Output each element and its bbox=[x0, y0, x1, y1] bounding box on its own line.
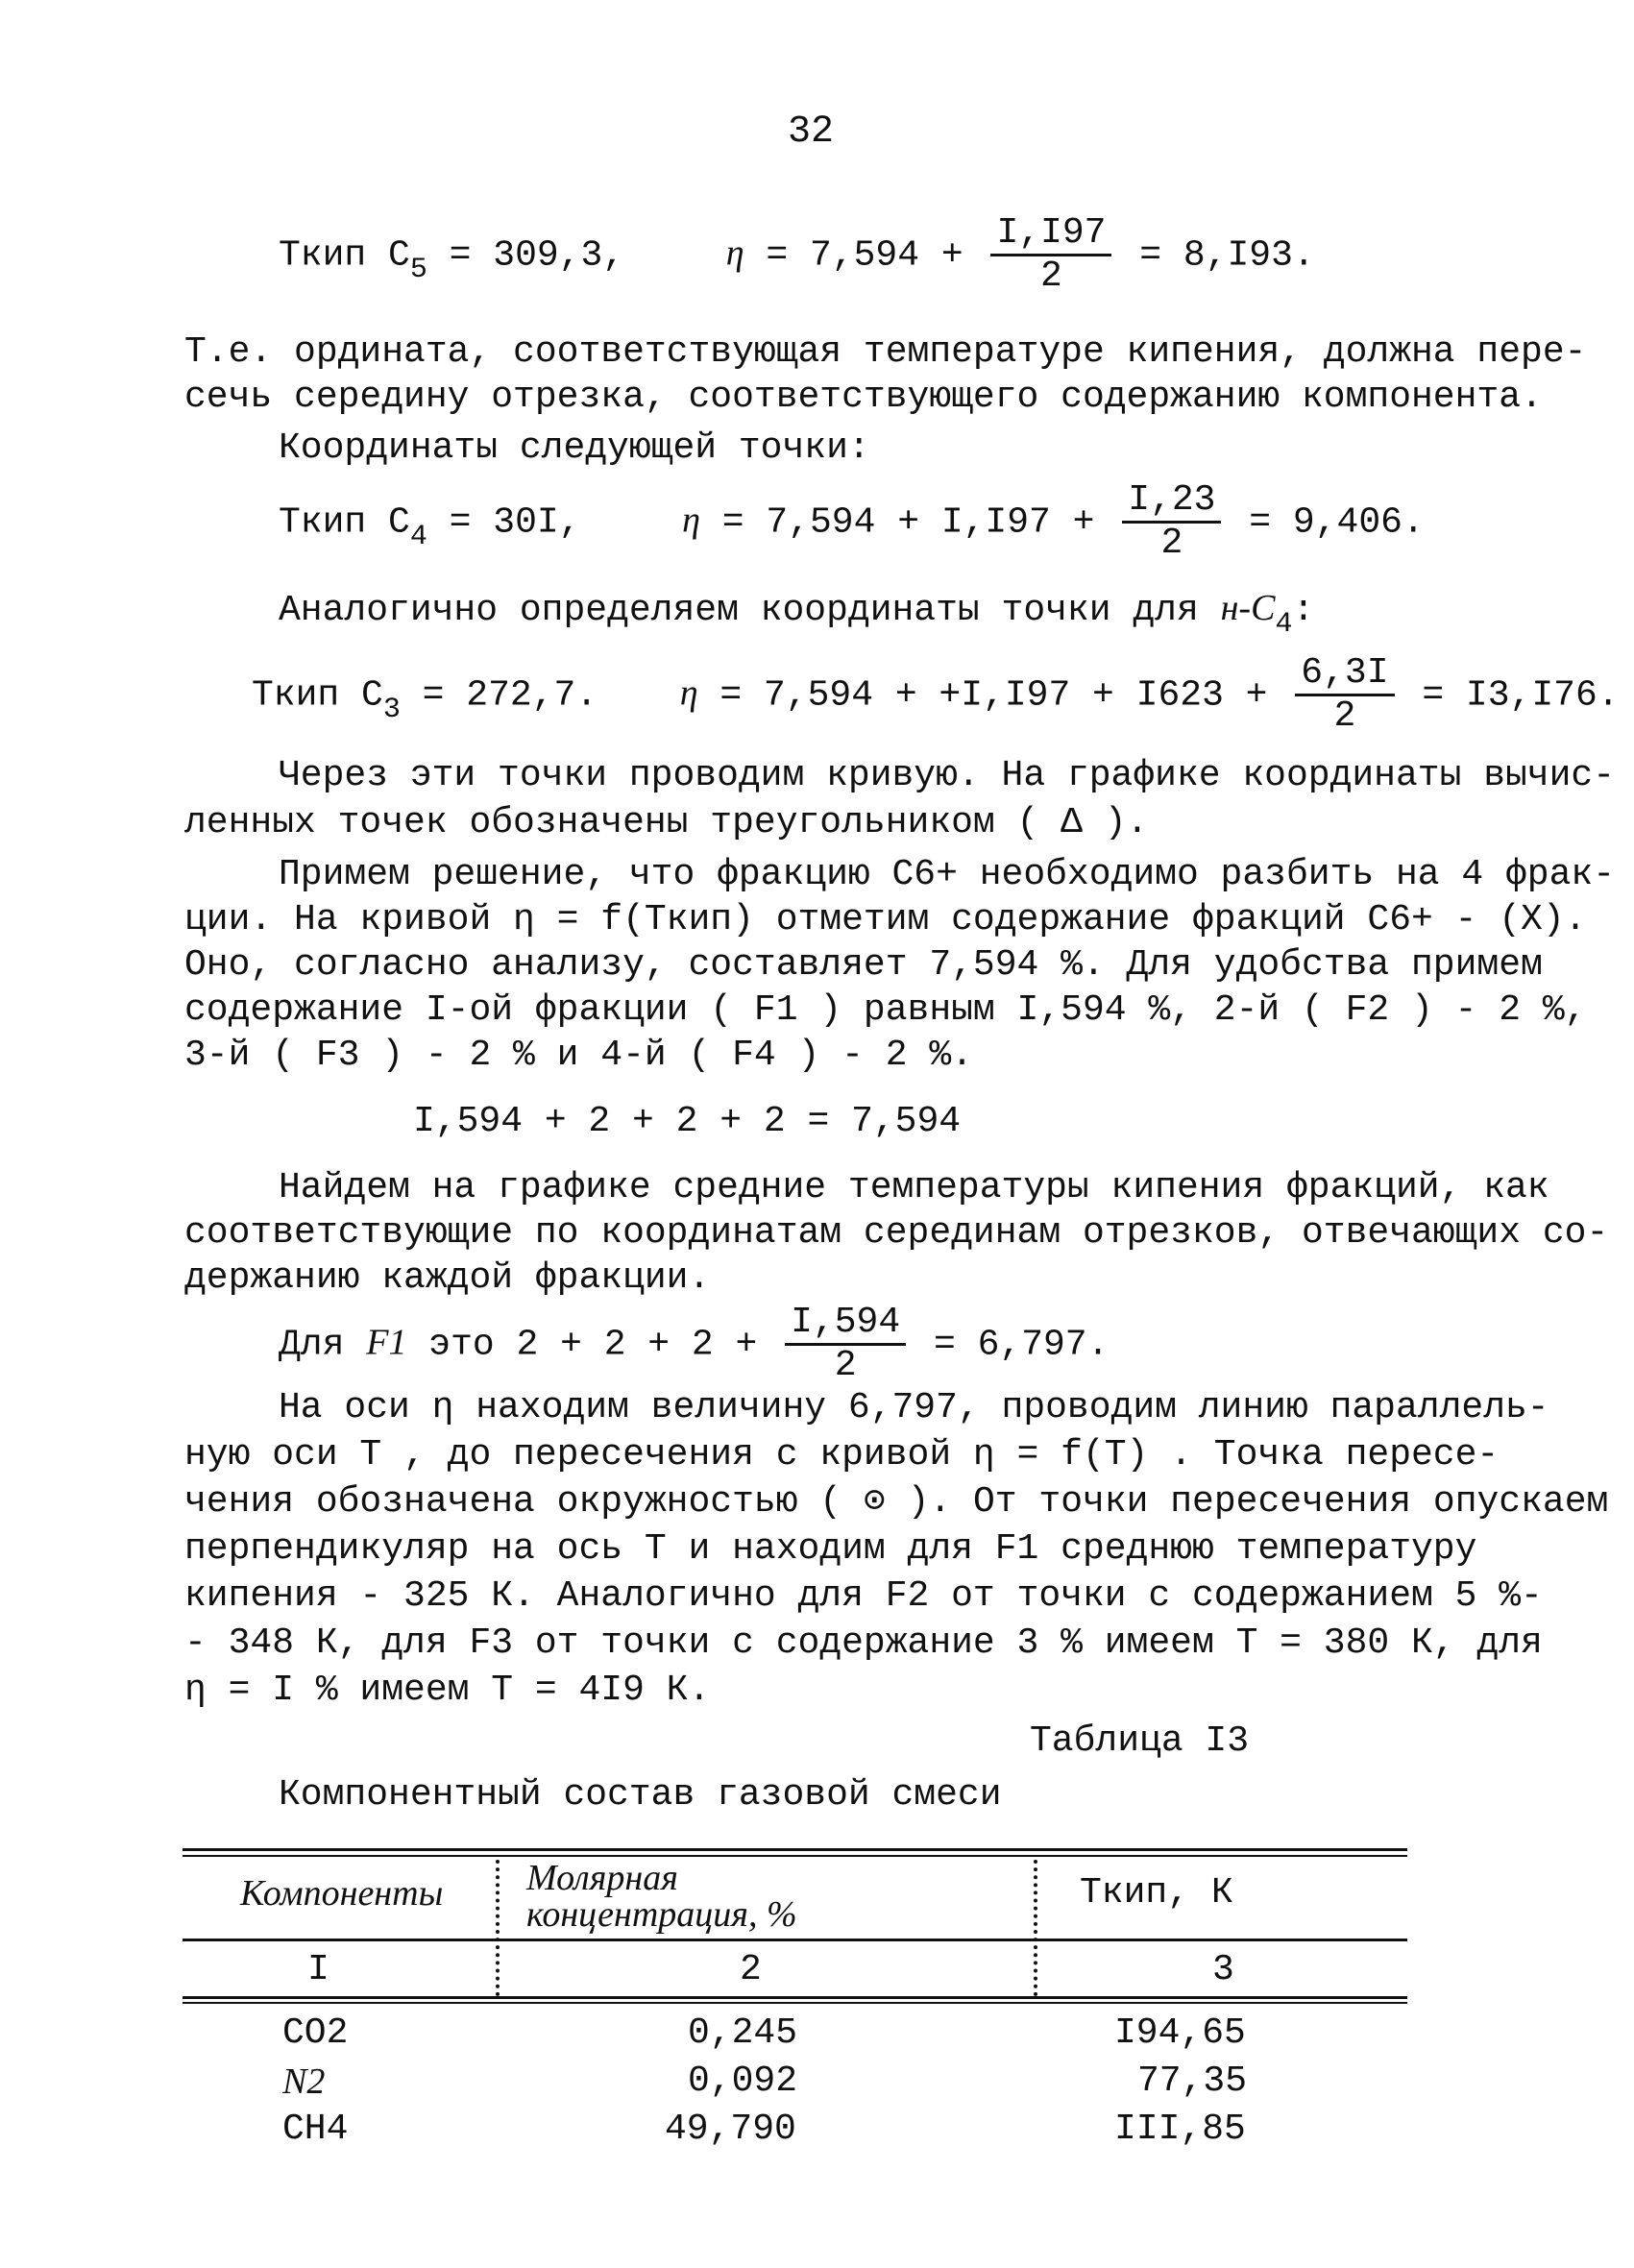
table-header-concentration-line2: концентрация, % bbox=[526, 1894, 797, 1935]
page-number: 32 bbox=[788, 110, 835, 154]
eq1-rhs-post: = 8,I93. bbox=[1139, 234, 1315, 277]
para3-tail: н-С bbox=[1220, 588, 1276, 628]
table-header-rule bbox=[183, 1939, 1407, 1941]
eq2-value: = 30I, bbox=[449, 501, 581, 544]
eq3-frac-num: 6,3I bbox=[1295, 653, 1394, 696]
eq2-frac-num: I,23 bbox=[1122, 480, 1221, 524]
row3-component: СН4 bbox=[282, 2109, 349, 2150]
eq4-fraction bbox=[785, 1303, 906, 1386]
table-header-concentration-line1: Молярная bbox=[526, 1858, 678, 1898]
para6-line2: соответствующие по координатам серединам отрезков, отвечающих со- bbox=[184, 1212, 1609, 1254]
equation-c4 bbox=[279, 480, 1425, 564]
para7-line1: На оси η находим величину 6,797, проводим линию параллель- bbox=[279, 1387, 1549, 1428]
para5-line3: Оно, согласно анализу, составляет 7,594 %. Для удобства примем bbox=[184, 944, 1543, 986]
eq4-f: F1 bbox=[366, 1322, 407, 1363]
table-label: Таблица I3 bbox=[1030, 1720, 1250, 1762]
table-header-components: Компоненты bbox=[240, 1873, 444, 1914]
eq3-rhs-post: = I3,I76. bbox=[1422, 674, 1620, 717]
eq4-frac-den: 2 bbox=[834, 1345, 857, 1386]
row2-boiling-temp: 77,35 bbox=[1137, 2061, 1248, 2102]
sum-line: I,594 + 2 + 2 + 2 = 7,594 bbox=[413, 1101, 962, 1142]
eq3-frac-den: 2 bbox=[1333, 695, 1356, 737]
row2-concentration: 0,092 bbox=[688, 2061, 798, 2102]
eq1-value: = 309,3, bbox=[449, 234, 625, 277]
eq1-lhs: Tкип C bbox=[279, 234, 410, 277]
para5-line4: содержание I-ой фракции ( F1 ) равным I,594 %, 2-й ( F2 ) - 2 %, bbox=[184, 989, 1587, 1031]
eq4-pre: Для bbox=[279, 1324, 345, 1366]
equation-c3 bbox=[252, 653, 1620, 737]
equation-f1 bbox=[279, 1303, 1109, 1386]
eq2-rhs-post: = 9,406. bbox=[1249, 501, 1425, 544]
row3-concentration: 49,790 bbox=[665, 2109, 796, 2150]
para6-line3: держанию каждой фракции. bbox=[184, 1257, 711, 1299]
eq3-value: = 272,7. bbox=[422, 674, 598, 717]
table-numbers-rule-2 bbox=[183, 2002, 1407, 2004]
eq4-frac-num: I,594 bbox=[785, 1303, 906, 1346]
para7-line3: чения обозначена окружностью ( ⊙ ). От точки пересечения опускаем bbox=[184, 1481, 1609, 1523]
para7-line6: - 348 К, для F3 от точки с содержание 3 % имеем Т = 380 К, для bbox=[184, 1622, 1543, 1664]
eq2-eta: η bbox=[682, 500, 700, 541]
table-top-rule bbox=[183, 1848, 1407, 1851]
row1-boiling-temp: I94,65 bbox=[1114, 2012, 1246, 2054]
para6-line1: Найдем на графике средние температуры кипения фракций, как bbox=[279, 1167, 1549, 1208]
eq3-eta: η bbox=[679, 672, 698, 714]
table-col-separator-2 bbox=[1034, 1860, 1037, 1996]
eq2-frac-den: 2 bbox=[1160, 523, 1183, 564]
para5-line1: Примем решение, что фракцию С6+ необходимо разбить на 4 фрак- bbox=[279, 854, 1616, 895]
table-top-rule-2 bbox=[183, 1855, 1407, 1857]
row1-concentration: 0,245 bbox=[688, 2012, 798, 2054]
eq3-lhs: Tкип C bbox=[252, 674, 383, 717]
eq4-post: = 6,797. bbox=[933, 1324, 1110, 1366]
para5-line5: 3-й ( F3 ) - 2 % и 4-й ( F4 ) - 2 %. bbox=[184, 1035, 973, 1076]
row3-boiling-temp: III,85 bbox=[1114, 2109, 1246, 2150]
eq2-lhs: Tкип C bbox=[279, 501, 410, 544]
eq1-eta: η bbox=[725, 232, 744, 274]
eq1-frac-den: 2 bbox=[1040, 256, 1062, 297]
row1-component: СО2 bbox=[282, 2012, 349, 2054]
eq2-lhs-sub: 4 bbox=[409, 520, 427, 553]
para7-line5: кипения - 325 К. Аналогично для F2 от точки с содержанием 5 %- bbox=[184, 1575, 1543, 1617]
para3-tail-sub: 4 bbox=[1275, 608, 1293, 641]
eq1-frac-num: I,I97 bbox=[990, 213, 1111, 256]
eq4-mid: это 2 + 2 + 2 + bbox=[428, 1324, 758, 1366]
para7-line4: перпендикуляр на ось Т и находим для F1 среднюю температуру bbox=[184, 1528, 1477, 1570]
row2-component: N2 bbox=[282, 2061, 326, 2102]
para5-line2: ции. На кривой η = f(Tкип) отметим содержание фракций С6+ - (Х). bbox=[184, 899, 1587, 940]
table-colnum-1: I bbox=[307, 1949, 329, 1990]
para2-line: Координаты следующей точки: bbox=[279, 427, 870, 469]
table-colnum-3: 3 bbox=[1212, 1949, 1234, 1990]
eq1-rhs-pre: = 7,594 + bbox=[766, 234, 963, 277]
table-header-boiling-temp: Ткип, К bbox=[1080, 1872, 1233, 1914]
eq1-fraction bbox=[990, 213, 1111, 297]
eq3-lhs-sub: 3 bbox=[382, 693, 401, 726]
table-col-separator-1 bbox=[496, 1860, 500, 1996]
para4-line1: Через эти точки проводим кривую. На графике координаты вычис- bbox=[279, 755, 1616, 796]
para1-line2: сечь середину отрезка, соответствующего содержанию компонента. bbox=[184, 377, 1543, 418]
eq3-rhs-pre: = 7,594 + +I,I97 + I623 + bbox=[719, 674, 1268, 717]
eq2-fraction bbox=[1122, 480, 1221, 564]
para7-line2: ную оси T , до пересечения с кривой η = f(T) . Точка пересе- bbox=[184, 1434, 1500, 1475]
eq2-rhs-pre: = 7,594 + I,I97 + bbox=[721, 501, 1095, 544]
para4-line2: ленных точек обозначены треугольником ( Δ ). bbox=[184, 802, 1149, 843]
para3-colon: : bbox=[1292, 590, 1315, 631]
table-numbers-rule bbox=[183, 1996, 1407, 1999]
para7-line7: η = I % имеем Т = 4I9 К. bbox=[184, 1670, 711, 1711]
eq3-fraction bbox=[1295, 653, 1394, 737]
eq1-lhs-sub: 5 bbox=[409, 253, 427, 286]
table-caption: Компонентный состав газовой смеси bbox=[279, 1774, 1002, 1816]
table-colnum-2: 2 bbox=[740, 1949, 762, 1990]
para3-line bbox=[279, 586, 1315, 641]
equation-c5 bbox=[279, 213, 1315, 297]
para1-line1: Т.е. ордината, соответствующая температуре кипения, должна пере- bbox=[184, 331, 1587, 373]
para3-text: Аналогично определяем координаты точки для bbox=[279, 590, 1199, 631]
